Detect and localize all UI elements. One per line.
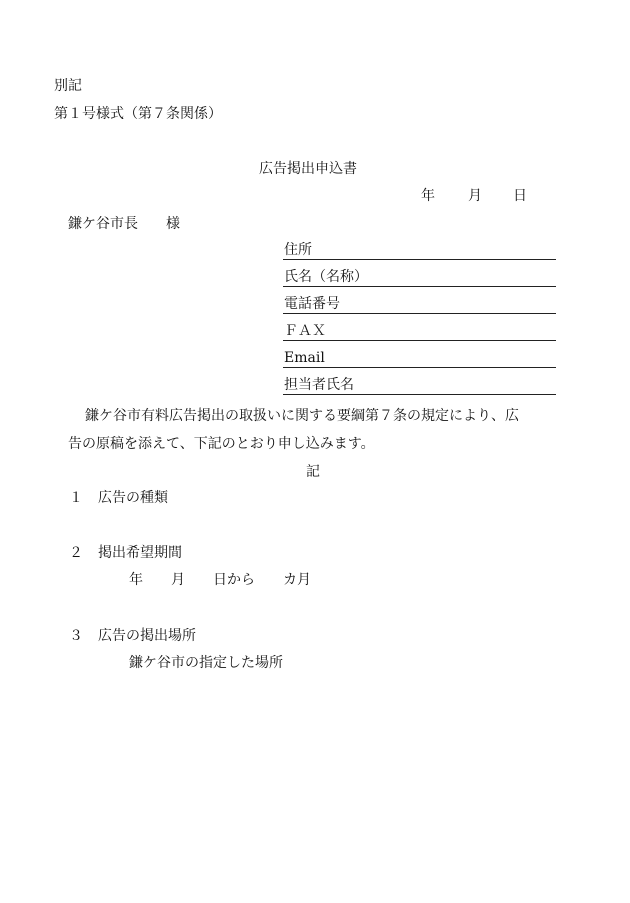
name-field[interactable]: [283, 266, 556, 287]
name-label: 氏名（名称）: [284, 269, 368, 285]
item-number: ２: [69, 545, 83, 561]
address-field[interactable]: [283, 239, 556, 260]
form-number: 第１号様式（第７条関係）: [54, 106, 222, 122]
addressee: 鎌ケ谷市長 様: [68, 216, 180, 232]
item-number: １: [69, 490, 83, 506]
document-title: 広告掲出申込書: [259, 161, 357, 177]
email-field[interactable]: [283, 347, 556, 368]
fax-field[interactable]: [283, 320, 556, 341]
date-day-label: 日: [513, 188, 527, 204]
address-label: 住所: [284, 242, 312, 258]
item-number: ３: [69, 628, 83, 644]
body-text-line-1: 鎌ケ谷市有料広告掲出の取扱いに関する要綱第７条の規定により、広: [85, 408, 519, 424]
item-detail: 鎌ケ谷市の指定した場所: [129, 655, 283, 671]
note-heading: 記: [306, 464, 320, 480]
contact-person-field[interactable]: [283, 374, 556, 395]
phone-field[interactable]: [283, 293, 556, 314]
item-detail: 年 月 日から カ月: [129, 572, 311, 588]
body-text-line-2: 告の原稿を添えて、下記のとおり申し込みます。: [68, 436, 375, 452]
date-month-label: 月: [468, 188, 482, 204]
contact-person-label: 担当者氏名: [284, 377, 354, 393]
item-title: 広告の種類: [98, 490, 168, 506]
item-title: 広告の掲出場所: [98, 628, 196, 644]
attachment-label: 別記: [54, 78, 82, 94]
item-title: 掲出希望期間: [98, 545, 182, 561]
email-label: Email: [284, 350, 325, 366]
phone-label: 電話番号: [284, 296, 340, 312]
fax-label: ＦＡＸ: [284, 323, 326, 339]
date-year-label: 年: [421, 188, 435, 204]
